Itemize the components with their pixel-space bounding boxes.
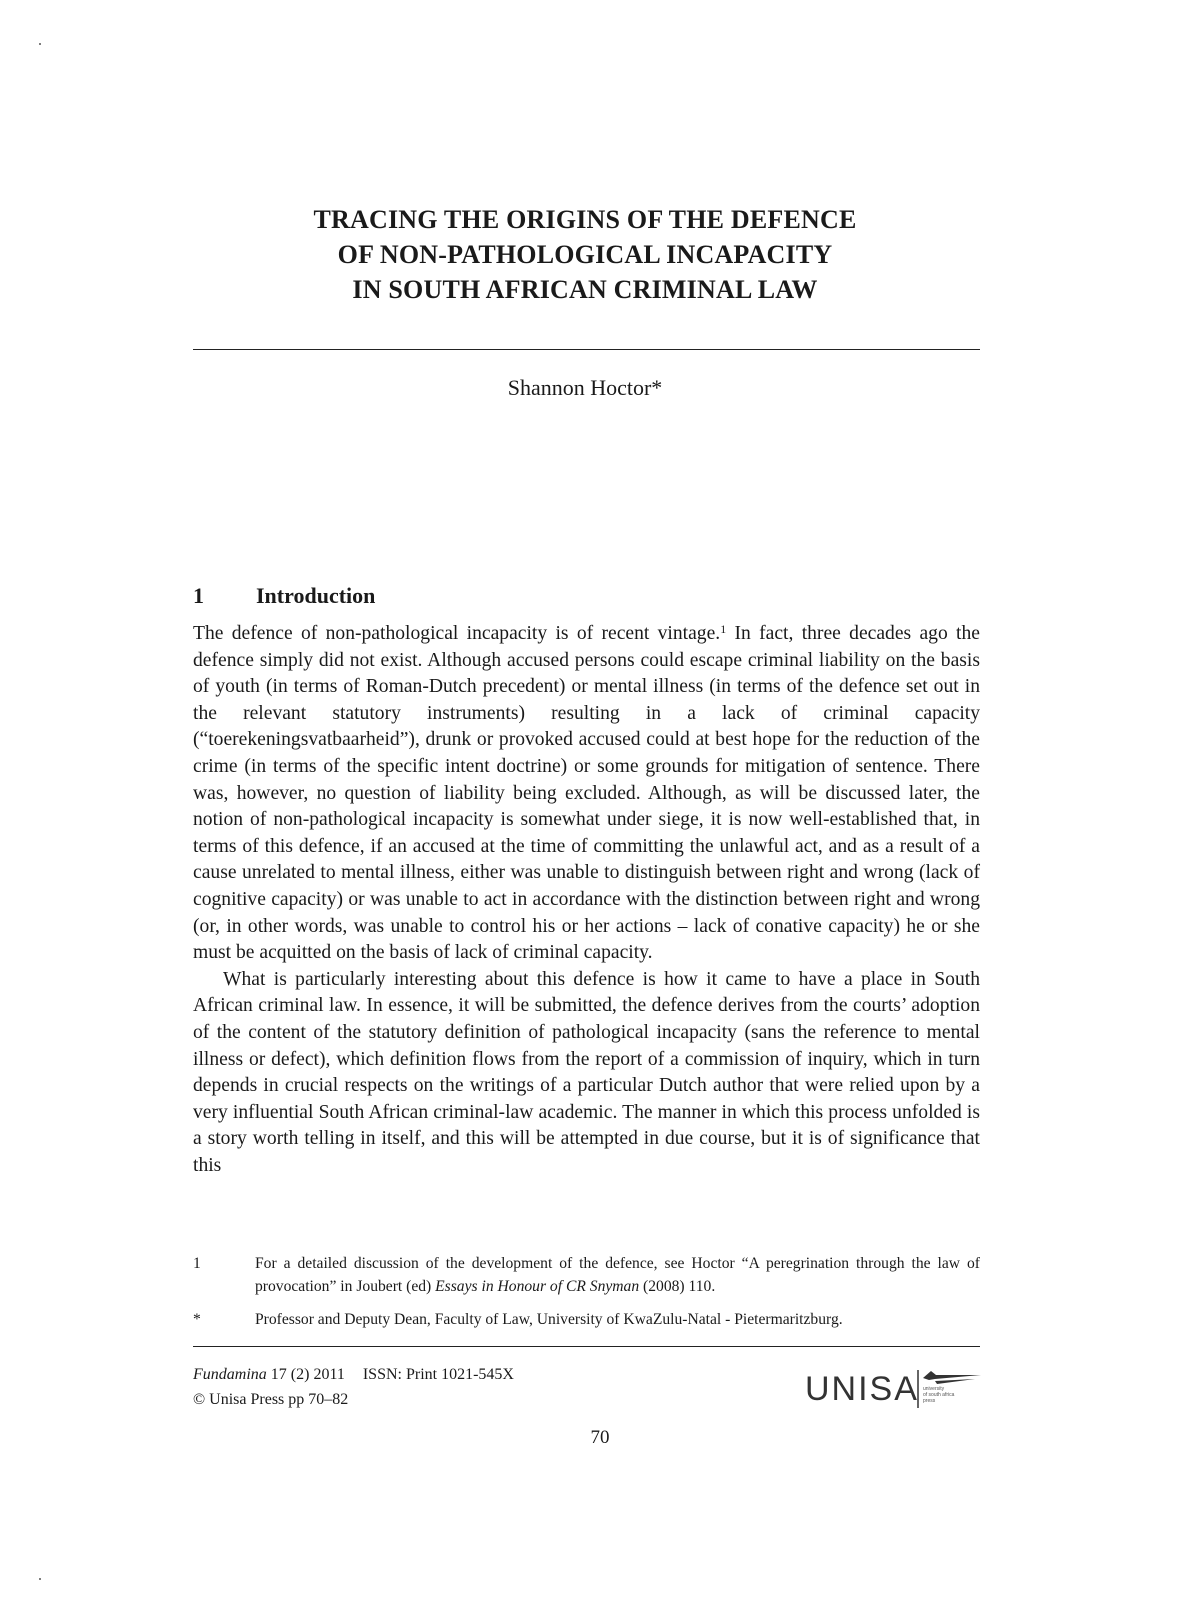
footnote-reference[interactable]: 1: [720, 622, 727, 636]
logo-wordmark: UNISA: [805, 1370, 919, 1408]
footnote-mark: *: [193, 1311, 201, 1328]
scan-speck: [39, 1578, 41, 1580]
page-number: 70: [590, 1427, 610, 1448]
footnote-author: [193, 1308, 980, 1331]
title-line-1: TRACING THE ORIGINS OF THE DEFENCE: [313, 205, 857, 234]
footnote-text-start: For a detailed discussion of the development of the defence, see Hoctor “A peregrination through the law of provocation” in Joubert (ed): [255, 1255, 980, 1295]
author-name: Shannon Hoctor*: [507, 375, 663, 400]
logo-mark-icon: [805, 1368, 985, 1412]
article-title: [190, 202, 980, 307]
press-line: © Unisa Press pp 70–82: [193, 1391, 349, 1408]
logo-tagline-line: university: [923, 1386, 945, 1392]
paragraph-1: [193, 621, 980, 967]
paragraph-2: What is particularly interesting about this defence is how it came to have a place in South African criminal law. In essence, it will be submitted, the defence derives from the courts’ adoption of the content of the statutory definition of pathological incapacity (sans the reference to mental illness or defect), which definition flows from the report of a commission of inquiry, which in turn depends in crucial respects on the writings of a particular Dutch author that were relied upon by a very influential South African criminal-law academic. The manner in which this process unfolded is a story worth telling in itself, and this will be attempted in due course, but it is of significance that this: [193, 968, 980, 1176]
journal-name: Fundamina: [193, 1366, 267, 1383]
journal-citation: [193, 1362, 514, 1412]
footnote-1: [193, 1252, 980, 1298]
paragraph-1-rest: In fact, three decades ago the defence simply did not exist. Although accused persons could escape criminal liability on the basis of youth (in terms of Roman-Dutch precedent) or mental illness (in terms of the defence set out in the relevant statutory instruments) resulting in a lack of criminal capacity (“toerekeningsvatbaarheid”), drunk or provoked accused could at best hope for the reduction of the crime (in terms of the specific intent doctrine) or some grounds for mitigation of sentence. There was, however, no question of liability being excluded. Although, as will be discussed later, the notion of non-pathological incapacity is somewhat under siege, it is now well-established that, in terms of this defence, if an accused at the time of committing the unlawful act, and as a result of a cause unrelated to mental illness, either was unable to distinguish between right and wrong (lack of cognitive capacity) or was unable to act in accordance with the distinction between right and wrong (or, in other words, was unable to control his or her actions – lack of conative capacity) he or she must be acquitted on the basis of lack of criminal capacity.: [193, 623, 980, 964]
section-title: Introduction: [256, 583, 376, 608]
journal-line: [193, 1362, 514, 1387]
title-line-3: IN SOUTH AFRICAN CRIMINAL LAW: [352, 275, 818, 304]
logo-tagline: [923, 1386, 954, 1404]
paragraph-1-start: The defence of non-pathological incapacity is of recent vintage.: [193, 623, 721, 644]
author-affiliation: Professor and Deputy Dean, Faculty of Law, University of KwaZulu-Natal - Pietermaritzburg.: [255, 1311, 843, 1328]
footnote-text-end: (2008) 110.: [639, 1278, 716, 1295]
footnote-mark: 1: [193, 1255, 201, 1272]
scan-speck: [39, 43, 41, 45]
section-number: 1: [193, 583, 204, 608]
body-text: [193, 621, 980, 1179]
journal-details: 17 (2) 2011: [266, 1366, 345, 1383]
logo-tagline-line: press: [923, 1398, 936, 1404]
title-line-2: OF NON-PATHOLOGICAL INCAPACITY: [337, 240, 833, 269]
footer-rule: [193, 1346, 980, 1347]
unisa-press-logo: [805, 1368, 985, 1412]
book-title: Essays in Honour of CR Snyman: [435, 1278, 640, 1295]
footnote-text: [255, 1252, 980, 1298]
title-rule: [193, 349, 980, 350]
issn: ISSN: Print 1021-545X: [362, 1366, 514, 1383]
logo-tagline-line: of south africa: [923, 1392, 955, 1398]
